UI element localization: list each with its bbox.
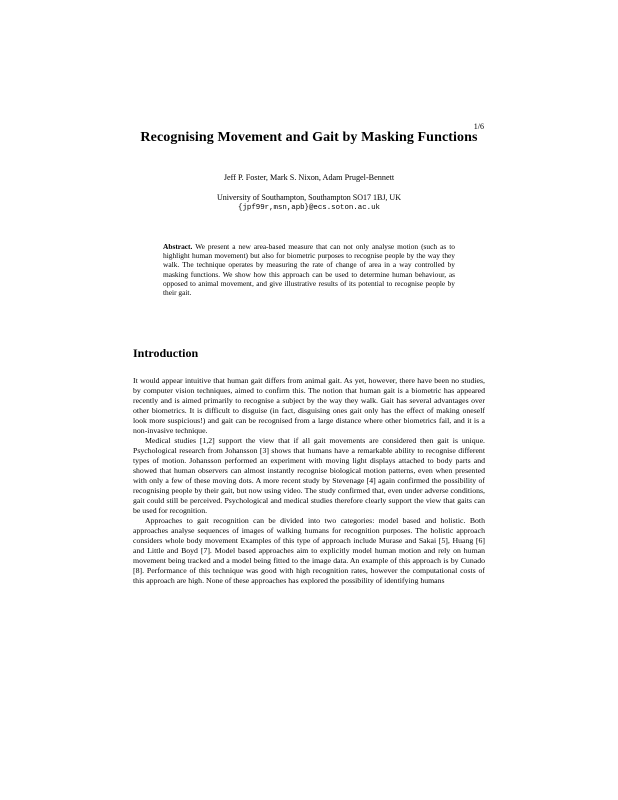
affiliation-block <box>0 193 618 213</box>
body-paragraph: Medical studies [1,2] support the view that if all gait movements are considered then gait is unique. Psychological research from Johansson [3] shows that humans have a remarkable ability to recognise different types of motion. Johansson performed an experiment with moving light displays attached to body parts and showed that human observers can almost instantly recognise biological motion patterns, even when presented with only a few of these moving dots. A more recent study by Stevenage [4] again confirmed the possibility of recognising people by their gait, but now using video. The study confirmed that, even under adverse conditions, gait could still be perceived. Psychological and medical studies therefore clearly support the view that gaits can be used for recognition. <box>133 436 485 515</box>
abstract <box>163 242 455 297</box>
abstract-label: Abstract. <box>163 242 193 251</box>
abstract-text: We present a new area-based measure that can not only analyse motion (such as to highlight human movement) but also for biometric purposes to recognise people by the way they walk. The technique operates by measuring the rate of change of area in a way controlled by masking functions. We show how this approach can be used to determine human behaviour, as opposed to animal movement, and give illustrative results of its potential to recognise people by their gait. <box>163 242 455 298</box>
body-paragraph: Approaches to gait recognition can be divided into two categories: model based and holistic. Both approaches analyse sequences of images of walking humans for recognition purposes. The holistic approach considers whole body movement Examples of this type of approach include Murase and Sakai [5], Huang [6] and Little and Boyd [7]. Model based approaches aim to explicitly model human motion and rely on human movement being tracked and a model being fitted to the image data. An example of this approach is by Cunado [8]. Performance of this technique was good with high recognition rates, however the computational costs of this approach are high. None of these approaches has explored the possibility of identifying humans <box>133 516 485 585</box>
affiliation-address: University of Southampton, Southampton SO17 1BJ, UK <box>216 193 401 202</box>
paper-title: Recognising Movement and Gait by Masking Functions <box>140 130 478 145</box>
introduction-body <box>133 376 485 586</box>
body-paragraph: It would appear intuitive that human gait differs from animal gait. As yet, however, there have been no studies, by computer vision techniques, aimed to confirm this. The notion that human gait is a biometric has appeared recently and is aimed primarily to recognise a subject by the way they walk. Gait has several advantages over other biometrics. It is difficult to disguise (in fact, disguising ones gait only has the effect of making oneself look more suspicious!) and gait can be recognised from a large distance where other biometrics fail, and it is a non-invasive technique. <box>133 376 485 435</box>
page-number: 1/6 <box>473 122 484 131</box>
section-heading-introduction: Introduction <box>133 346 199 360</box>
author-list: Jeff P. Foster, Mark S. Nixon, Adam Prugel-Bennett <box>223 173 395 182</box>
author-emails: {jpf99r,msn,apb}@ecs.soton.ac.uk <box>238 204 380 212</box>
